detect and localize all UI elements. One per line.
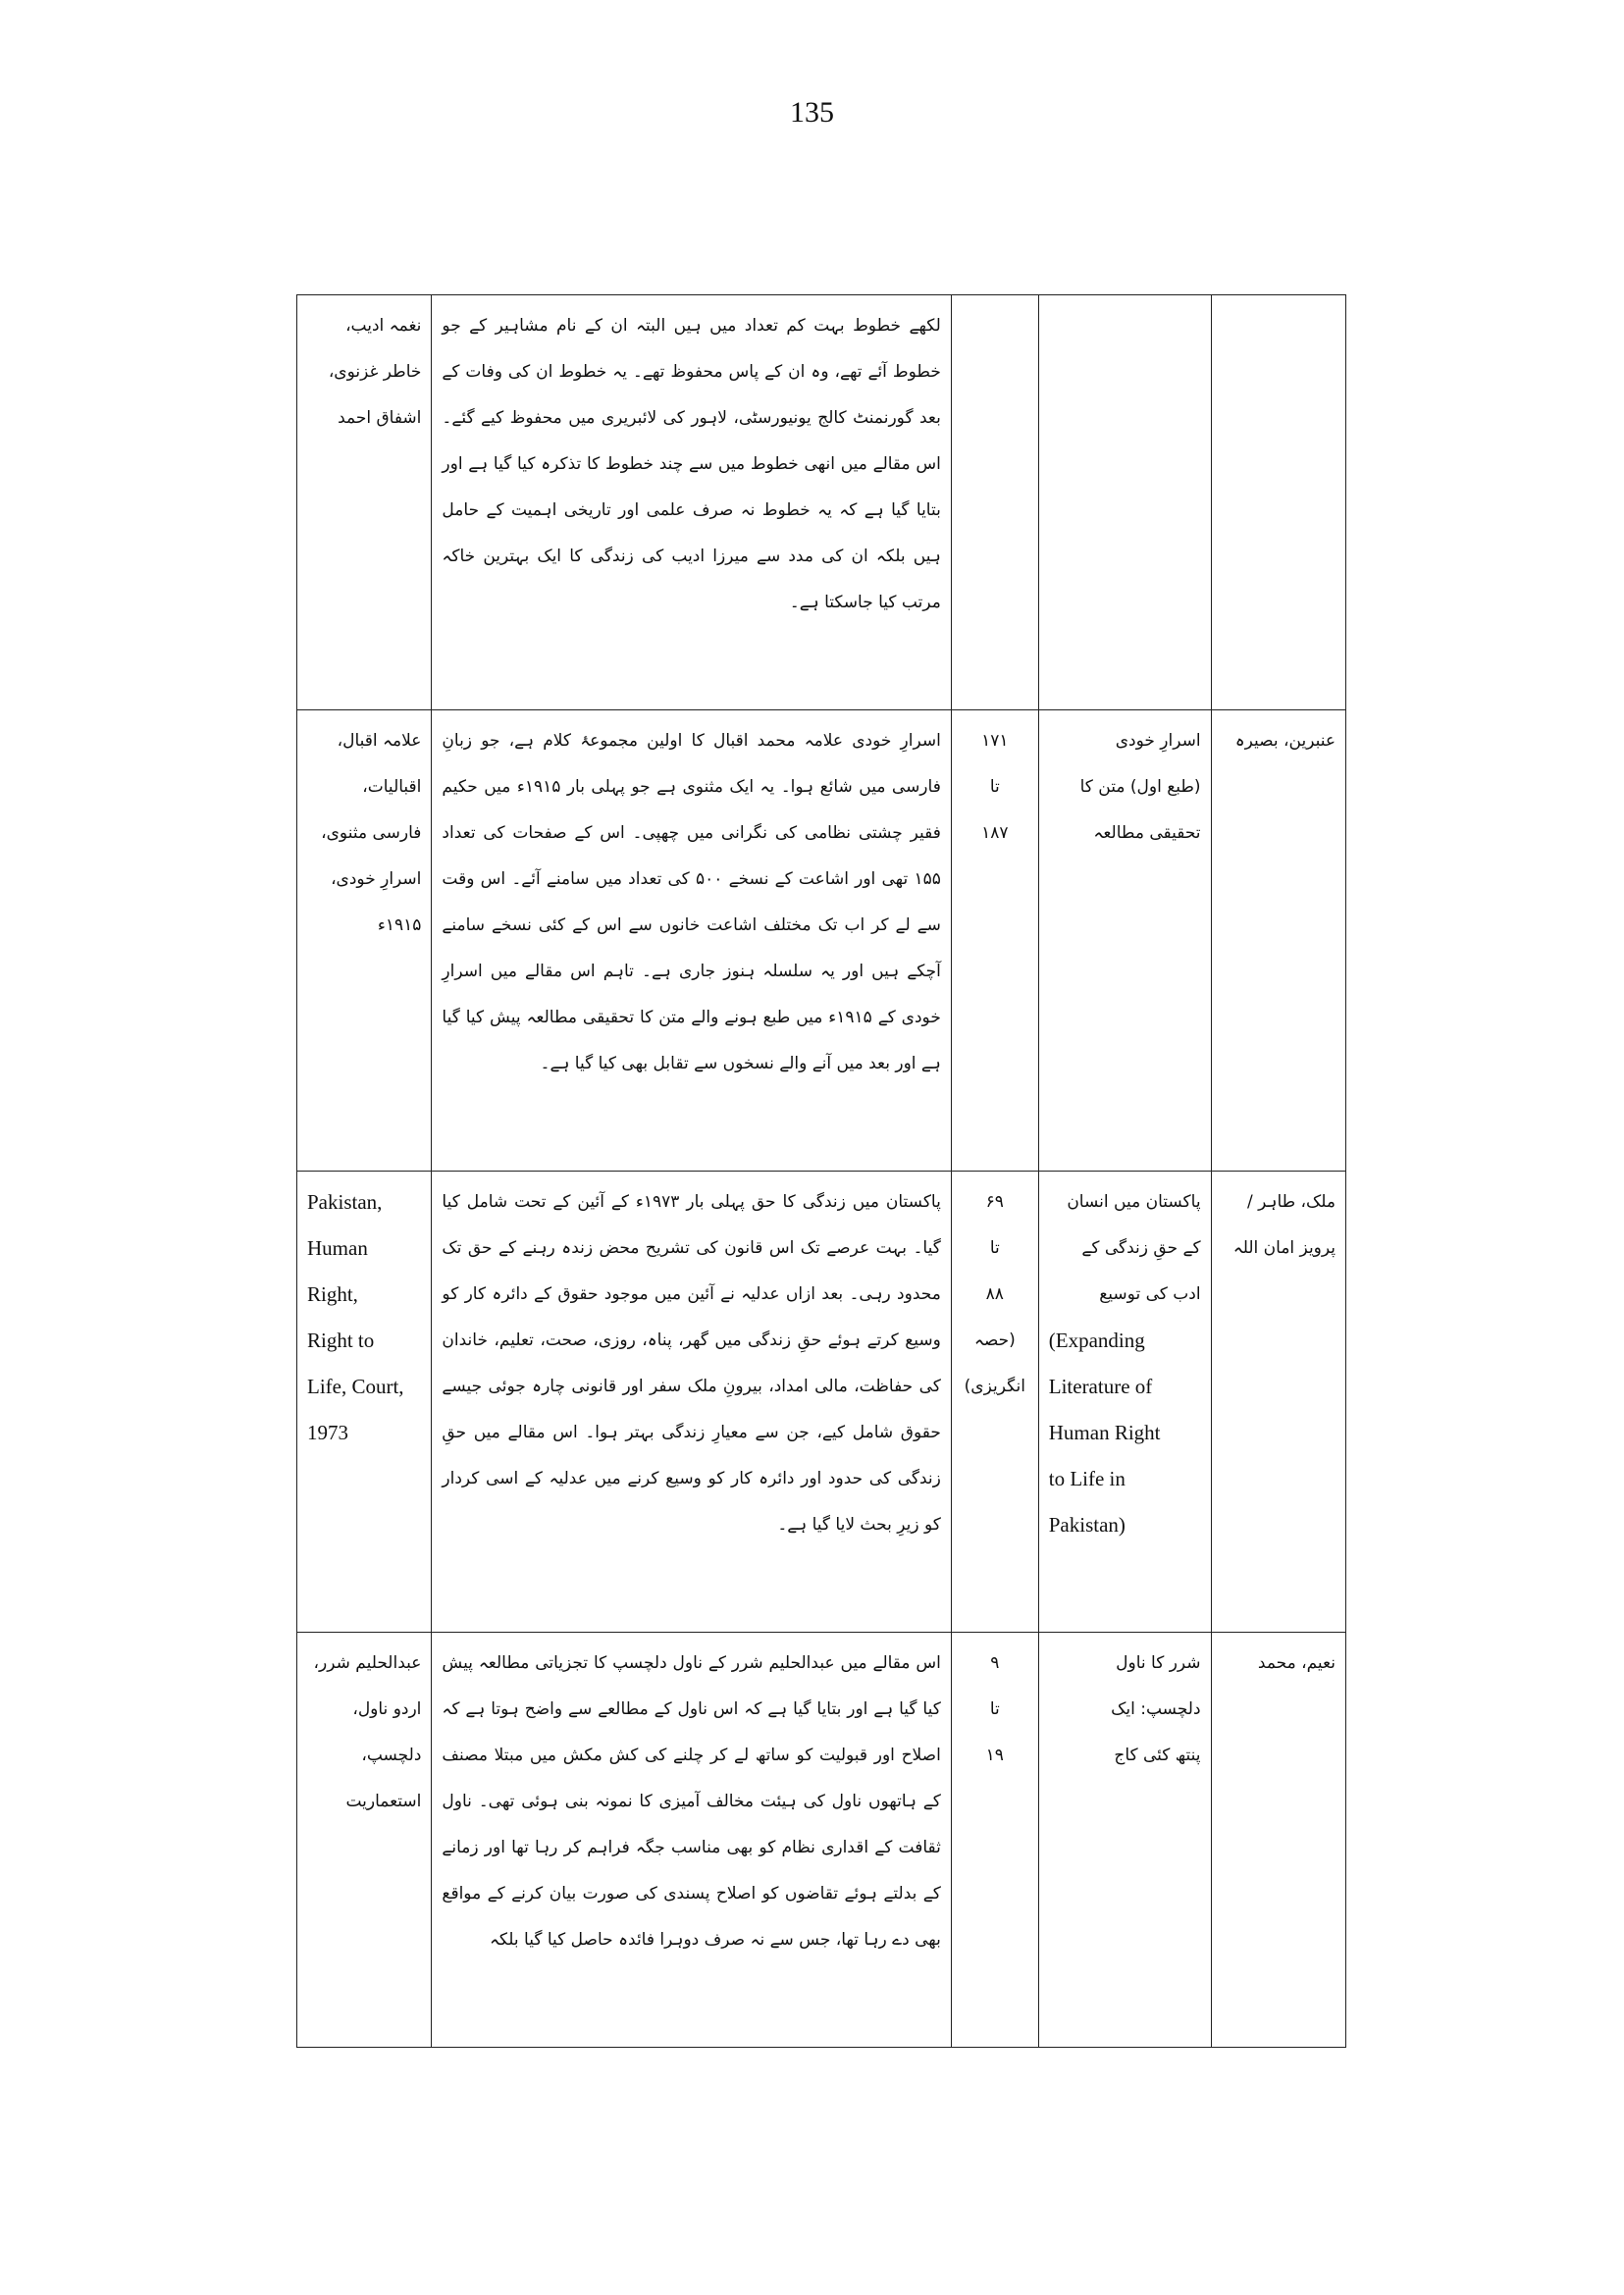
title-line: دلچسپ: ایک (1111, 1699, 1201, 1719)
pages-cell (951, 710, 1038, 1172)
title-line: کے حقِ زندگی کے (1081, 1238, 1201, 1258)
keyword: خاطر غزنوی، (328, 362, 422, 382)
title-line: شرر کا ناول (1116, 1653, 1201, 1673)
abstract-cell: اسرارِ خودی علامہ محمد اقبال کا اولین مجموعۂ کلام ہے، جو زبانِ فارسی میں شائع ہوا۔ یہ ایک مثنوی ہے جو پہلی بار ۱۹۱۵ء میں حکیم فقیر چشتی نظامی کی نگرانی میں چھپی۔ اس کے صفحات کی تعداد ۱۵۵ تھی اور اشاعت کے نسخے ۵۰۰ کی تعداد میں سامنے آئے۔ اس وقت سے لے کر اب تک مختلف اشاعت خانوں سے اس کے کئی نسخے سامنے آچکے ہیں اور یہ سلسلہ ہنوز جاری ہے۔ تاہم اس مقالے میں اسرارِ خودی کے ۱۹۱۵ء میں طبع ہونے والے متن کا تحقیقی مطالعہ پیش کیا گیا ہے اور بعد میں آنے والے نسخوں سے تقابل بھی کیا گیا ہے۔ (432, 710, 951, 1172)
table-row (297, 1633, 1346, 2048)
page-note: (حصہ (973, 1330, 1016, 1350)
author-name: عنبرین، بصیرہ (1234, 731, 1336, 751)
title-line: اسرارِ خودی (1115, 731, 1201, 751)
keyword: Life, Court, (307, 1375, 404, 1398)
title-cell (1038, 1172, 1211, 1633)
page-start: ۶۹ (985, 1192, 1004, 1212)
abstract-cell: اس مقالے میں عبدالحلیم شرر کے ناول دلچسپ کا تجزیاتی مطالعہ پیش کیا گیا ہے اور بتایا گیا ہے کہ اس ناول کے مطالعے سے واضح ہوتا ہے کہ اصلاح اور قبولیت کو ساتھ لے کر چلنے کی کش مکش میں مبتلا مصنف کے ہاتھوں ناول کی ہیئت مخالف آمیزی کا نمونہ بنی ہوئی تھی۔ ناول ثقافت کے اقداری نظام کو بھی مناسب جگہ فراہم کر رہا تھا اور زمانے کے بدلتے ہوئے تقاضوں کو اصلاح پسندی کی صورت بیان کرنے کے مواقع بھی دے رہا تھا، جس سے نہ صرف دوہرا فائدہ حاصل کیا گیا بلکہ (432, 1633, 951, 2048)
page-end: ۱۸۷ (981, 823, 1009, 843)
title-line: پنتھ کئی کاج (1114, 1746, 1201, 1765)
keywords-cell (297, 1633, 432, 2048)
keyword: دلچسپ، (361, 1746, 422, 1765)
author-name: نعیم، محمد (1257, 1653, 1336, 1673)
page-note: انگریزی) (964, 1377, 1025, 1396)
title-cell (1038, 710, 1211, 1172)
keyword: اشفاق احمد (338, 408, 422, 428)
keyword: اردو ناول، (352, 1699, 422, 1719)
page-number: 135 (790, 96, 834, 129)
abstract-cell: پاکستان میں زندگی کا حق پہلی بار ۱۹۷۳ء کے آئین کے تحت شامل کیا گیا۔ بہت عرصے تک اس قانون کی تشریح محض زندہ رہنے کے حق تک محدود رہی۔ بعد ازاں عدلیہ نے آئین میں موجود حقوق کے دائرہ کار کو وسیع کرتے ہوئے حقِ زندگی میں گھر، پناہ، روزی، صحت، تعلیم، خاندان کی حفاظت، مالی امداد، بیرونِ ملک سفر اور قانونی چارہ جوئی جیسے حقوق شامل کیے، جن سے معیارِ زندگی بہتر ہوا۔ اس مقالے میں حقِ زندگی کی حدود اور دائرہ کار کو وسیع کرنے میں عدلیہ کے اسی کردار کو زیرِ بحث لایا گیا ہے۔ (432, 1172, 951, 1633)
page-start: ۹ (990, 1653, 1000, 1673)
pages-cell (951, 1633, 1038, 2048)
keyword: 1973 (307, 1421, 348, 1444)
title-en-line: (Expanding (1048, 1329, 1145, 1352)
author-cell (1211, 1633, 1345, 2048)
page-separator: تا (989, 1238, 1000, 1258)
title-en-line: Literature of (1048, 1375, 1153, 1398)
page-end: ۱۹ (985, 1746, 1004, 1765)
keyword: Pakistan, (307, 1190, 383, 1214)
page-end: ۸۸ (985, 1284, 1004, 1304)
title-en-line: to Life in (1048, 1467, 1126, 1490)
keyword: Right to (307, 1329, 375, 1352)
keyword: علامہ اقبال، (337, 731, 422, 751)
keyword: استعماریت (345, 1792, 422, 1811)
keyword: نغمہ ادیب، (345, 316, 422, 336)
table-row (297, 710, 1346, 1172)
author-cell (1211, 1172, 1345, 1633)
article-index-table (296, 294, 1346, 2048)
title-cell (1038, 1633, 1211, 2048)
page-separator: تا (989, 777, 1000, 797)
pages-cell (951, 295, 1038, 710)
title-line: ادب کی توسیع (1099, 1284, 1201, 1304)
keyword: Right, (307, 1282, 358, 1306)
keywords-cell (297, 1172, 432, 1633)
author-name: ملک، طاہر / (1246, 1192, 1336, 1212)
title-line: تحقیقی مطالعہ (1093, 823, 1201, 843)
page-start: ۱۷۱ (981, 731, 1009, 751)
title-en-line: Human Right (1048, 1421, 1161, 1444)
author-cell (1211, 710, 1345, 1172)
title-cell (1038, 295, 1211, 710)
keyword: ۱۹۱۵ء (377, 915, 422, 935)
keyword: اقبالیات، (362, 777, 422, 797)
page-separator: تا (989, 1699, 1000, 1719)
pages-cell (951, 1172, 1038, 1633)
keywords-cell (297, 710, 432, 1172)
keywords-cell (297, 295, 432, 710)
title-line: پاکستان میں انسان (1067, 1192, 1201, 1212)
abstract-cell: لکھے خطوط بہت کم تعداد میں ہیں البتہ ان کے نام مشاہیر کے جو خطوط آئے تھے، وہ ان کے پاس محفوظ تھے۔ یہ خطوط ان کی وفات کے بعد گورنمنٹ کالج یونیورسٹی، لاہور کی لائبریری میں محفوظ کیے گئے۔ اس مقالے میں انھی خطوط میں سے چند خطوط کا تذکرہ کیا گیا ہے اور بتایا گیا ہے کہ یہ خطوط نہ صرف علمی اور تاریخی اہمیت کے حامل ہیں بلکہ ان کی مدد سے میرزا ادیب کی زندگی کا ایک بہترین خاکہ مرتب کیا جاسکتا ہے۔ (432, 295, 951, 710)
author-cell (1211, 295, 1345, 710)
keyword: فارسی مثنوی، (321, 823, 422, 843)
table-row (297, 1172, 1346, 1633)
keyword: Human (307, 1236, 368, 1260)
keyword: اسرارِ خودی، (331, 869, 422, 889)
table-row (297, 295, 1346, 710)
keyword: عبدالحلیم شرر، (313, 1653, 422, 1673)
author-name: پرویز امان اللہ (1232, 1238, 1336, 1258)
title-en-line: Pakistan) (1048, 1513, 1126, 1537)
title-line: (طبع اول) متن کا (1079, 777, 1201, 797)
